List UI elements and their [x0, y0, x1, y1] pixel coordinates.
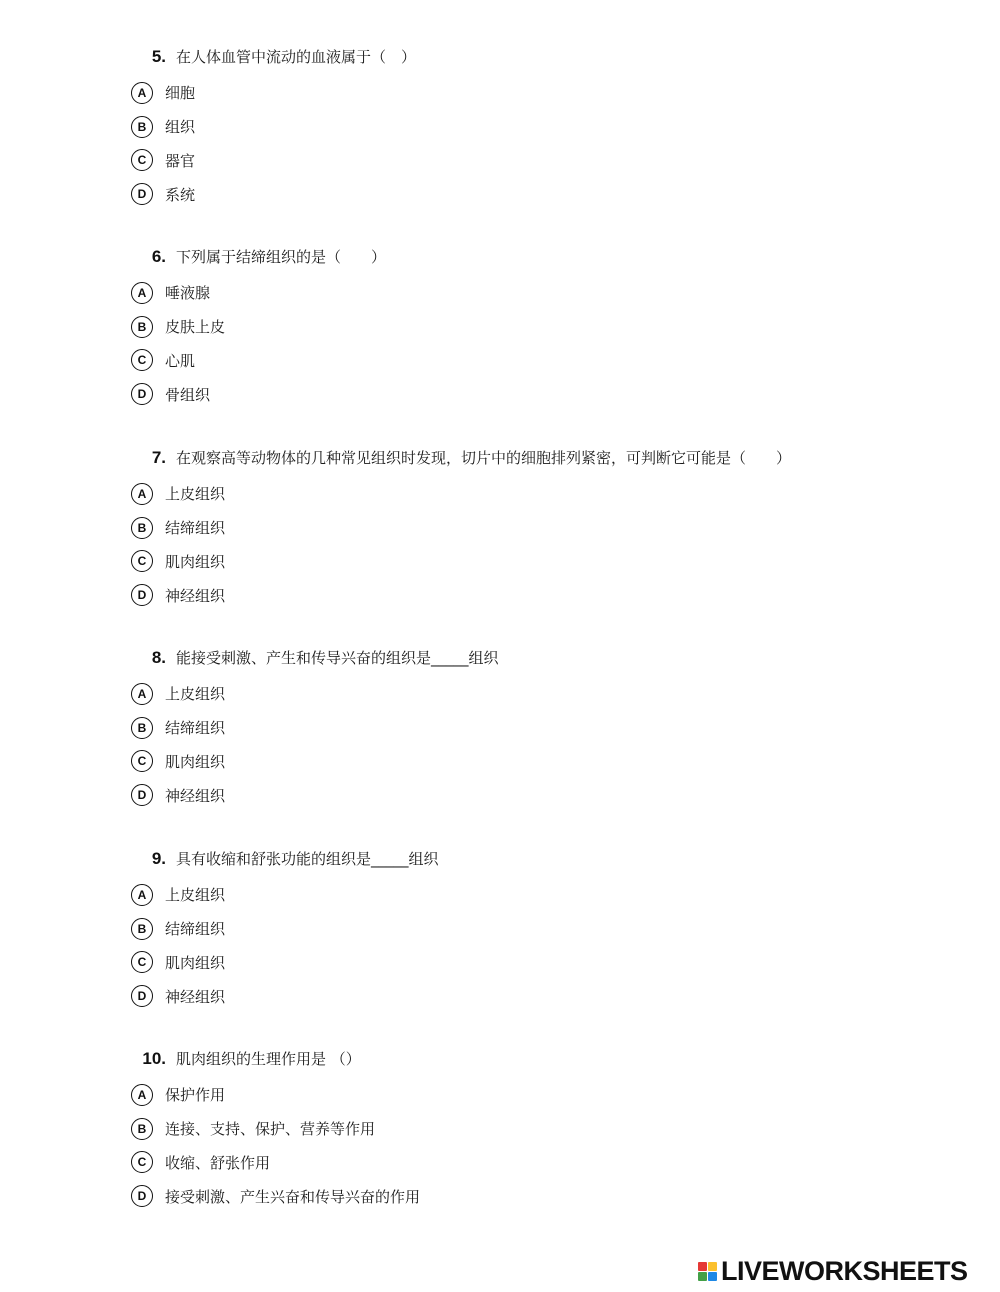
- option-letter-circle[interactable]: D: [131, 383, 153, 405]
- option-label[interactable]: 心肌: [165, 351, 196, 370]
- option-d[interactable]: [131, 979, 910, 1013]
- option-c[interactable]: [131, 1146, 910, 1180]
- option-d[interactable]: [131, 377, 910, 411]
- option-letter-circle[interactable]: D: [131, 584, 153, 606]
- option-letter-circle[interactable]: B: [131, 918, 153, 940]
- option-c[interactable]: [131, 946, 910, 980]
- option-b[interactable]: [131, 511, 910, 545]
- option-a[interactable]: [131, 677, 910, 711]
- option-letter-circle[interactable]: A: [131, 884, 153, 906]
- option-letter-circle[interactable]: C: [131, 951, 153, 973]
- option-letter-circle[interactable]: D: [131, 183, 153, 205]
- option-letter-circle[interactable]: B: [131, 316, 153, 338]
- option-letter-circle[interactable]: C: [131, 1151, 153, 1173]
- option-label[interactable]: 肌肉组织: [165, 552, 226, 571]
- question-text: 能接受刺激、产生和传导兴奋的组织是_____组织: [176, 649, 499, 667]
- option-letter-circle[interactable]: C: [131, 149, 153, 171]
- option-letter-circle[interactable]: B: [131, 1118, 153, 1140]
- option-b[interactable]: [131, 1112, 910, 1146]
- question-8: [130, 647, 910, 812]
- option-a[interactable]: [131, 76, 910, 110]
- option-a[interactable]: [131, 878, 910, 912]
- option-a[interactable]: [131, 1078, 910, 1112]
- option-letter-circle[interactable]: D: [131, 985, 153, 1007]
- option-label[interactable]: 保护作用: [165, 1086, 226, 1105]
- question-number: 6.: [151, 247, 166, 266]
- option-letter-circle[interactable]: A: [131, 1084, 153, 1106]
- question-text: 肌肉组织的生理作用是 （）: [176, 1050, 361, 1068]
- option-label[interactable]: 收缩、舒张作用: [165, 1153, 271, 1172]
- logo-block-yellow: [708, 1262, 717, 1271]
- option-letter-circle[interactable]: B: [131, 717, 153, 739]
- option-label[interactable]: 唾液腺: [165, 284, 211, 303]
- option-c[interactable]: [131, 745, 910, 779]
- option-label[interactable]: 上皮组织: [165, 685, 226, 704]
- option-letter-circle[interactable]: A: [131, 282, 153, 304]
- question-number: 10.: [142, 1049, 166, 1068]
- logo-block-red: [698, 1262, 707, 1271]
- option-b[interactable]: [131, 912, 910, 946]
- option-letter-circle[interactable]: C: [131, 349, 153, 371]
- option-label[interactable]: 神经组织: [165, 987, 226, 1006]
- option-letter-circle[interactable]: D: [131, 784, 153, 806]
- logo-text: LIVEWORKSHEETS: [721, 1255, 968, 1286]
- option-b[interactable]: [131, 110, 910, 144]
- question-9: [130, 848, 910, 1013]
- option-label[interactable]: 上皮组织: [165, 886, 226, 905]
- question-number: 8.: [151, 648, 166, 667]
- option-label[interactable]: 肌肉组织: [165, 752, 226, 771]
- option-letter-circle[interactable]: A: [131, 683, 153, 705]
- option-label[interactable]: 结缔组织: [165, 519, 226, 538]
- liveworksheets-logo: [698, 1254, 968, 1288]
- option-label[interactable]: 组织: [165, 118, 196, 137]
- option-label[interactable]: 神经组织: [165, 786, 226, 805]
- question-text: 在人体血管中流动的血液属于（ ）: [176, 48, 417, 66]
- option-label[interactable]: 神经组织: [165, 586, 226, 605]
- question-5: [130, 46, 910, 211]
- option-letter-circle[interactable]: D: [131, 1185, 153, 1207]
- question-10: [130, 1048, 910, 1213]
- option-label[interactable]: 皮肤上皮: [165, 318, 226, 337]
- option-d[interactable]: [131, 778, 910, 812]
- question-text: 在观察高等动物体的几种常见组织时发现，切片中的细胞排列紧密，可判断它可能是（ ）: [176, 449, 792, 467]
- option-label[interactable]: 连接、支持、保护、营养等作用: [165, 1120, 376, 1139]
- option-b[interactable]: [131, 310, 910, 344]
- option-c[interactable]: [131, 344, 910, 378]
- option-letter-circle[interactable]: B: [131, 116, 153, 138]
- question-text: 下列属于结缔组织的是（ ）: [176, 248, 387, 266]
- question-6: [130, 246, 910, 411]
- option-letter-circle[interactable]: C: [131, 750, 153, 772]
- option-letter-circle[interactable]: C: [131, 550, 153, 572]
- question-number: 9.: [151, 849, 166, 868]
- option-letter-circle[interactable]: A: [131, 82, 153, 104]
- option-b[interactable]: [131, 711, 910, 745]
- logo-block-blue: [708, 1272, 717, 1281]
- option-c[interactable]: [131, 144, 910, 178]
- option-a[interactable]: [131, 477, 910, 511]
- option-label[interactable]: 器官: [165, 151, 196, 170]
- liveworksheets-logo-icon: [698, 1262, 717, 1281]
- option-label[interactable]: 结缔组织: [165, 719, 226, 738]
- option-d[interactable]: [131, 1179, 910, 1213]
- option-label[interactable]: 接受刺激、产生兴奋和传导兴奋的作用: [165, 1187, 421, 1206]
- option-label[interactable]: 骨组织: [165, 385, 211, 404]
- option-letter-circle[interactable]: B: [131, 517, 153, 539]
- option-d[interactable]: [131, 578, 910, 612]
- question-number: 7.: [151, 448, 166, 467]
- question-7: [130, 447, 910, 612]
- option-letter-circle[interactable]: A: [131, 483, 153, 505]
- logo-block-green: [698, 1272, 707, 1281]
- option-d[interactable]: [131, 177, 910, 211]
- option-label[interactable]: 细胞: [165, 84, 196, 103]
- option-label[interactable]: 上皮组织: [165, 485, 226, 504]
- option-a[interactable]: [131, 276, 910, 310]
- option-c[interactable]: [131, 545, 910, 579]
- option-label[interactable]: 肌肉组织: [165, 953, 226, 972]
- question-number: 5.: [151, 47, 166, 66]
- option-label[interactable]: 结缔组织: [165, 920, 226, 939]
- option-label[interactable]: 系统: [165, 185, 196, 204]
- question-text: 具有收缩和舒张功能的组织是_____组织: [176, 850, 439, 868]
